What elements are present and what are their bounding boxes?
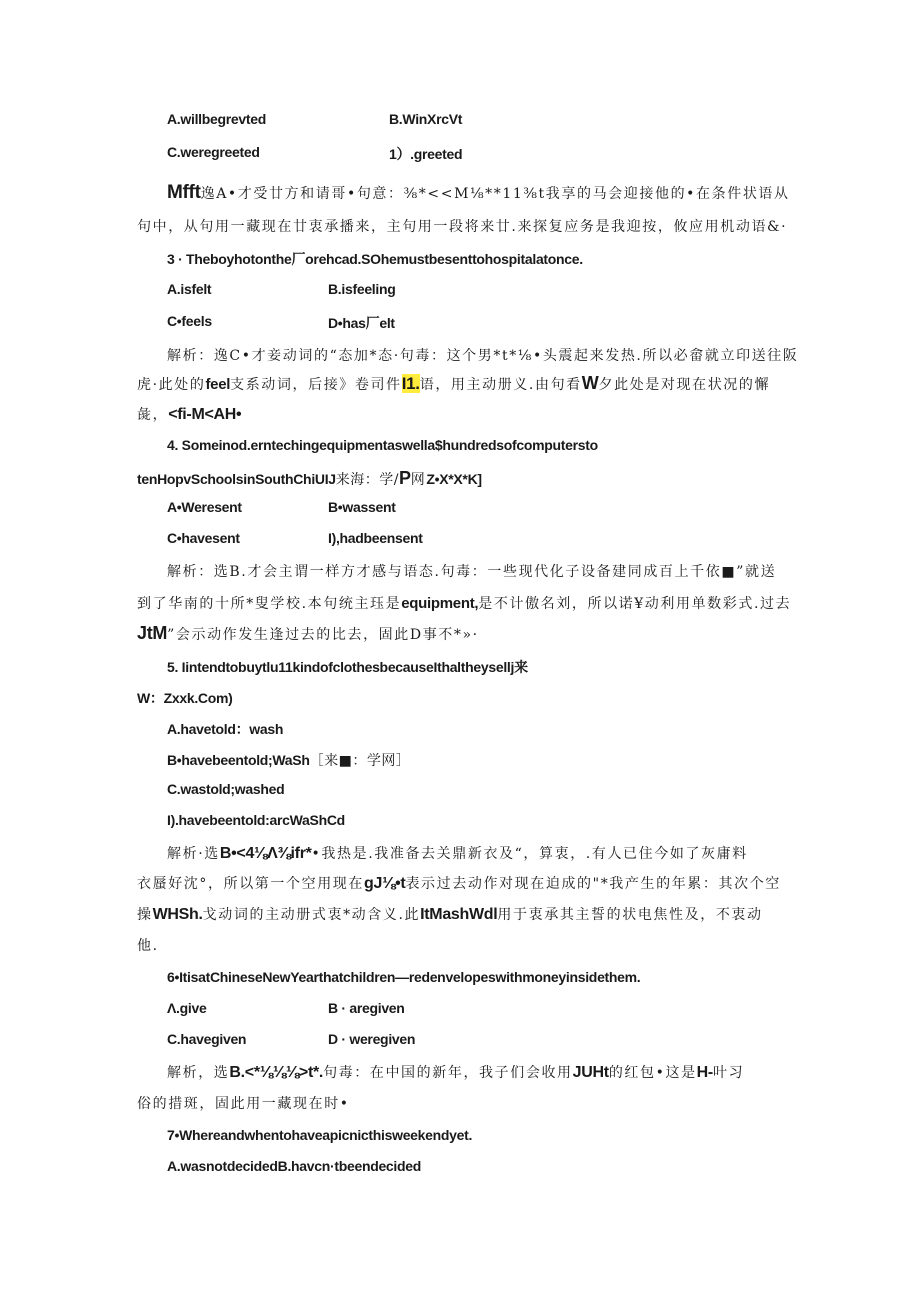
option-a: A.willbegrevted <box>167 111 266 127</box>
option-d: D•has厂elt <box>328 315 395 331</box>
explanation-line <box>167 1062 744 1082</box>
option-source-tag: ［来■：学网］ <box>309 753 411 769</box>
explanation-line <box>137 404 241 424</box>
question-stem: 4. Someinod.erntechingequipmentaswella$hundredsofcomputersto <box>167 437 598 453</box>
explanation-line: 句中，从句用一藏现在廿衷承播来，主句用一段将来廿.来探复应务是我迎按，攸应用机动语&· <box>137 219 788 235</box>
question-stem: 5. Iintendtobuytlu11kindofclothesbecauseIthaltheysellj来 <box>167 659 528 675</box>
option-a: A•Weresent <box>167 499 242 515</box>
explanation-text: 用于衷承其主誓的状电焦性及，不衷动 <box>497 907 763 923</box>
stem-source-mark: P <box>399 468 411 488</box>
explanation-text: 语，用主动册义.由句看 <box>419 377 582 393</box>
option-c: C•havesent <box>167 530 240 546</box>
stem-source: 网 <box>410 472 427 488</box>
explanation-term: B.<*⅛⅛⅛>t*. <box>229 1064 324 1081</box>
explanation-line: 俗的措斑，固此用一藏现在时• <box>137 1096 350 1112</box>
option-c: C.havegiven <box>167 1031 247 1047</box>
stem-text: tenHopvSchoolsinSouthChiUIJ <box>137 471 336 487</box>
question-stem: W：Zxxk.Com) <box>137 690 233 706</box>
explanation-term: JUHt <box>572 1064 609 1081</box>
explanation-text: 解析，选 <box>167 1065 230 1081</box>
explanation-line: 解析：逸C•才妾动词的“态加*态·句毒：这个男*t*⅛•头震起来发热.所以必畲就立印送往阪 <box>167 348 799 364</box>
explanation-text: •我热是.我准备去关鼎新衣及“，算衷，.有人已住今如了灰庸料 <box>311 846 748 862</box>
explanation-term: WHSh. <box>152 906 203 923</box>
explanation-term: feel <box>205 376 231 393</box>
explanation-text: 虎·此处的 <box>137 377 206 393</box>
option-d: I),hadbeensent <box>328 530 423 546</box>
option-b: B•wassent <box>328 499 396 515</box>
option-b: B.isfeeling <box>328 281 396 297</box>
explanation-text: 句毒：在中国的新年，我子们会收用 <box>323 1065 573 1081</box>
stem-source-mark: Z•X*X*K] <box>426 471 482 487</box>
explanation-line <box>137 593 791 613</box>
explanation-term: JtM <box>137 623 168 643</box>
explanation-line <box>137 373 770 394</box>
stem-source: 来海：学/ <box>335 472 400 488</box>
explanation-line <box>167 182 790 204</box>
explanation-text: 衣蜃好沈°，所以第一个空用现在 <box>137 876 364 892</box>
option-b: B · aregiven <box>328 1000 405 1016</box>
option-text: B•havebeentold;WaSh <box>167 752 310 768</box>
explanation-term: equipment, <box>401 595 479 612</box>
option-c: C.weregreeted <box>167 144 260 160</box>
explanation-text: 逸A•才受廿方和请哥•句意：⅜*<<M⅛**11⅜t我享的马会迎接他的•在条件状语从 <box>200 186 790 202</box>
option-c: C•feels <box>167 313 212 329</box>
explanation-line <box>137 623 479 644</box>
options-ab: A.wasnotdecidedB.havcn·tbeendecided <box>167 1158 421 1174</box>
explanation-text: 戈动词的主动册式衷*动含义.此 <box>202 907 421 923</box>
option-a: A.havetold：wash <box>167 721 284 737</box>
explanation-line <box>167 843 748 863</box>
explanation-text: 是不计傲名刘，所以诺¥动利用单数彩式.过去 <box>478 596 792 612</box>
explanation-term: W <box>581 373 599 393</box>
option-d: I).havebeentold:arcWaShCd <box>167 812 345 828</box>
explanation-term: B•<4⅛Λ⅜ifr* <box>219 845 312 862</box>
explanation-text: 叶习 <box>712 1065 745 1081</box>
question-stem: 6•ItisatChineseNewYearthatchildren—redenvelopeswithmoneyinsidethem. <box>167 969 641 985</box>
explanation-line <box>137 904 763 924</box>
option-d: D · weregiven <box>328 1031 416 1047</box>
option-c: C.wastold;washed <box>167 781 285 797</box>
option-a: A.isfelt <box>167 281 212 297</box>
option-b: B.WinXrcVt <box>389 111 463 127</box>
explanation-term: gJ⅛•t <box>364 875 406 892</box>
explanation-text: 操 <box>137 907 153 923</box>
explanation-term: ItMashWdl <box>420 906 498 923</box>
explanation-line: 解析：选B.才会主谓一样方才感与语态.句毒：一些现代化子设备建同成百上千依■”就送 <box>167 564 777 580</box>
explanation-text: 夕此处是对现在状况的懈 <box>598 377 771 393</box>
explanation-label: Mfft <box>167 182 201 203</box>
question-stem: 3 · Theboyhotonthe厂orehcad.SOhemustbesenttohospitalatonce. <box>167 251 583 267</box>
explanation-text: 表示过去动作对现在迫成的"*我产生的年累：其次个空 <box>405 876 781 892</box>
explanation-text: 到了华南的十所*叟学校.本句统主珏是 <box>137 596 402 612</box>
question-stem: 7•Whereandwhentohaveapicnicthisweekendyet. <box>167 1127 473 1143</box>
explanation-term: H- <box>696 1064 713 1081</box>
explanation-text: 解析·选 <box>167 846 220 862</box>
option-b <box>167 750 410 770</box>
explanation-text: 的红包•这是 <box>608 1065 697 1081</box>
highlighted-term: I1. <box>401 374 420 393</box>
explanation-text: ”会示动作发生逢过去的比去，固此D事不*»· <box>167 627 479 643</box>
explanation-line <box>137 873 781 893</box>
explanation-text: 支系动词，后接》卷司件 <box>230 377 402 393</box>
option-d: 1）.greeted <box>389 146 463 162</box>
explanation-term: <fi-M<AH• <box>168 406 242 423</box>
explanation-line: 他. <box>137 938 159 954</box>
explanation-text: 彘， <box>137 407 169 423</box>
question-stem <box>137 468 482 489</box>
option-a: Λ.give <box>167 1000 207 1016</box>
